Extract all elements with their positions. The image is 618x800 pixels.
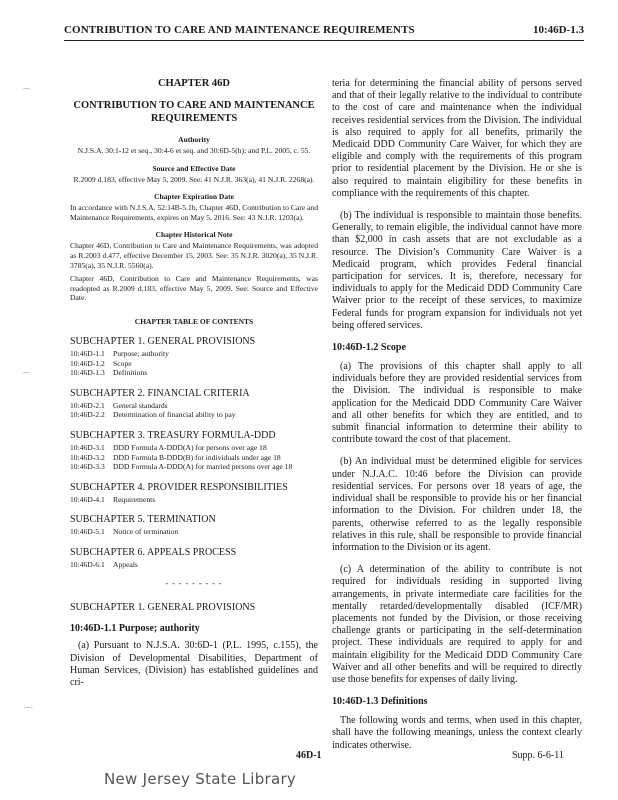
chapter-title: CONTRIBUTION TO CARE AND MAINTENANCE REQUIREMENTS <box>73 100 315 124</box>
toc-entry <box>70 401 318 411</box>
toc-entry-title: Appeals <box>113 559 138 569</box>
toc-entry-number: 10:46D-3.1 <box>70 442 105 452</box>
subchapter-heading: SUBCHAPTER 1. GENERAL PROVISIONS <box>70 602 256 614</box>
toc-subchapter: SUBCHAPTER 1. GENERAL PROVISIONS <box>70 335 256 347</box>
body-paragraph: (b) The individual is responsible to maintain those benefits. Generally, to remain eligible, the individual cannot have more than $2,000 in cash assets that are not excludable as a resource. The Division’s Community Care Waiver is a Medicaid program, which provides Federal financial participation for services. It is, therefore, necessary for individuals to apply for the Medicaid DDD Community Care Waiver prior to the receipt of these services, to maximize Federal funds for program expansion for individuals not yet being offered services. <box>332 210 582 331</box>
toc-entry <box>70 495 318 505</box>
toc-entry-title: Notice of termination <box>113 527 179 537</box>
expiration-label: Chapter Expiration Date <box>154 192 234 202</box>
left-column <box>70 78 318 699</box>
body-paragraph: (c) A determination of the ability to contribute is not required for individuals residing in supported living arrangements, in private intermediate care facilities for the mentally retarded/developmentally disabled (ICF/MR) placements not funded by the Division, or those receiving challenge grants or participating in the self-determination project. These individuals are required to apply for and maintain eligibility for the Medicaid DDD Community Care Waiver and all other benefits and will be required to directly use those benefits for expenses of daily living. <box>332 564 582 685</box>
body-paragraph: (b) An individual must be determined eligible for services under N.J.A.C. 10:46 before the Division can provide residential services. For persons over 18 years of age, the individual shall be responsible to provide his or her financial information to the Division. For children under 18, the parents, otherwise referred to as the legally responsible relatives in this rule, shall be responsible to provide financial information to the Division or its agent. <box>332 456 582 553</box>
toc-entry-number: 10:46D-1.1 <box>70 348 105 358</box>
expiration-text: In accordance with N.J.S.A. 52:14B-5.1b, Chapter 46D, Contribution to Care and Maintenance Requirements, expires on May 5, 2016. See: 43 N.J.R. 1203(a). <box>70 203 318 222</box>
history-label: Chapter Historical Note <box>155 230 233 240</box>
toc-entry-number: 10:46D-5.1 <box>70 527 105 537</box>
header-title: CONTRIBUTION TO CARE AND MAINTENANCE REQUIREMENTS <box>64 24 415 36</box>
authority-text: N.J.S.A. 30:1-12 et seq., 30:4-6 et seq. and 30:6D-5(h); and P.L. 2005, c. 55. <box>77 146 311 155</box>
section-divider: - - - - - - - - - <box>165 579 223 589</box>
toc-subchapter: SUBCHAPTER 3. TREASURY FORMULA-DDD <box>70 429 276 441</box>
section-heading: 10:46D-1.1 Purpose; authority <box>70 623 200 635</box>
toc-entry <box>70 349 318 359</box>
toc-entry-number: 10:46D-2.1 <box>70 400 105 410</box>
toc-subchapter: SUBCHAPTER 4. PROVIDER RESPONSIBILITIES <box>70 481 288 493</box>
toc-entry <box>70 410 318 420</box>
toc-entry-title: DDD Formula A-DDD(A) for married persons over age 18 <box>113 462 293 472</box>
body-paragraph: (a) The provisions of this chapter shall apply to all individuals before they are provided residential services from the Division. The individual is responsible to make application for the Medicaid DDD Community Care Waiver and all other benefits for which they are entitled, and to submit financial information to determine their ability to contribute toward the cost of that placement. <box>332 361 582 446</box>
toc-entry-number: 10:46D-2.2 <box>70 410 105 420</box>
margin-mark: ⌒ <box>22 88 32 98</box>
source-label: Source and Effective Date <box>152 163 236 173</box>
header-section: 10:46D-1.3 <box>532 24 584 36</box>
toc-heading: CHAPTER TABLE OF CONTENTS <box>134 316 254 326</box>
history-note: Chapter 46D, Contribution to Care and Maintenance Requirements, was readopted as R.2009 d.183, effective May 5, 2009. See: Source and Effective Date. <box>70 274 318 303</box>
right-column <box>332 78 582 762</box>
toc-entry-title: DDD Formula B-DDD(B) for individuals under age 18 <box>113 452 281 462</box>
toc-entry-title: Requirements <box>113 494 156 504</box>
source-text: R.2009 d.183, effective May 5, 2009. See: 41 N.J.R. 363(a), 41 N.J.R. 2268(a). <box>73 174 315 184</box>
body-paragraph: The following words and terms, when used in this chapter, shall have the following meanings, unless the context clearly indicates otherwise. <box>332 715 582 751</box>
library-watermark: New Jersey State Library <box>104 770 297 788</box>
page-number: 46D-1 <box>296 750 322 761</box>
toc-subchapter: SUBCHAPTER 5. TERMINATION <box>70 514 216 526</box>
body-paragraph: (a) Pursuant to N.J.S.A. 30:6D-1 (P.L. 1995, c.155), the Division of Developmental Disabilities, Department of Human Services, (Division) has established guidelines and cri- <box>70 640 318 689</box>
toc-entry <box>70 359 318 369</box>
toc-entry-number: 10:46D-6.1 <box>70 559 105 569</box>
toc-entry-title: Definitions <box>113 368 148 378</box>
toc-entry-title: General standards <box>113 400 168 410</box>
toc-subchapter: SUBCHAPTER 6. APPEALS PROCESS <box>70 546 237 558</box>
toc-entry-number: 10:46D-3.3 <box>70 462 105 472</box>
supplement-date: Supp. 6-6-11 <box>512 750 564 761</box>
toc-entry-title: Determination of financial ability to pay <box>113 410 236 420</box>
body-paragraph: teria for determining the financial ability of persons served and that of their legally relative to the individual to contribute to the cost of care and maintenance when the individual receives residential services from the Division. The individual is also required to apply for all benefits, primarily the Medicaid DDD Community Care Waiver, for which they are eligible and comply with the requirements of this program prior to residential placement by the Division. He or she is also required to maintain eligibility for these benefits in compliance with the requirements of this chapter. <box>332 78 582 199</box>
toc-entry-number: 10:46D-3.2 <box>70 452 105 462</box>
section-heading: 10:46D-1.2 Scope <box>332 342 406 354</box>
toc-entry <box>70 453 318 463</box>
toc-entry-title: Purpose; authority <box>113 348 169 358</box>
toc-entry-number: 10:46D-1.3 <box>70 368 105 378</box>
toc-entry-title: Scope <box>113 358 132 368</box>
toc-entry-number: 10:46D-1.2 <box>70 358 105 368</box>
toc-entry <box>70 560 318 570</box>
toc-entry <box>70 443 318 453</box>
table-of-contents <box>70 336 318 570</box>
toc-entry-number: 10:46D-4.1 <box>70 494 105 504</box>
toc-entry <box>70 462 318 472</box>
toc-entry-title: DDD Formula A-DDD(A) for persons over age 18 <box>113 442 267 452</box>
running-header <box>64 24 584 40</box>
chapter-number: CHAPTER 46D <box>157 78 231 89</box>
margin-mark: ⌒ <box>24 707 34 717</box>
margin-mark: ⌒ <box>22 372 32 382</box>
toc-entry <box>70 527 318 537</box>
toc-subchapter: SUBCHAPTER 2. FINANCIAL CRITERIA <box>70 387 250 399</box>
authority-label: Authority <box>178 135 210 144</box>
toc-entry <box>70 368 318 378</box>
header-rule <box>64 40 584 41</box>
history-note: Chapter 46D, Contribution to Care and Maintenance Requirements, was adopted as R.2003 d.477, effective December 15, 2003. See: 35 N.J.R. 3020(a), 35 N.J.R. 3785(a), 35 N.J.R. 5560(a). <box>70 241 318 270</box>
section-heading: 10:46D-1.3 Definitions <box>332 696 428 708</box>
